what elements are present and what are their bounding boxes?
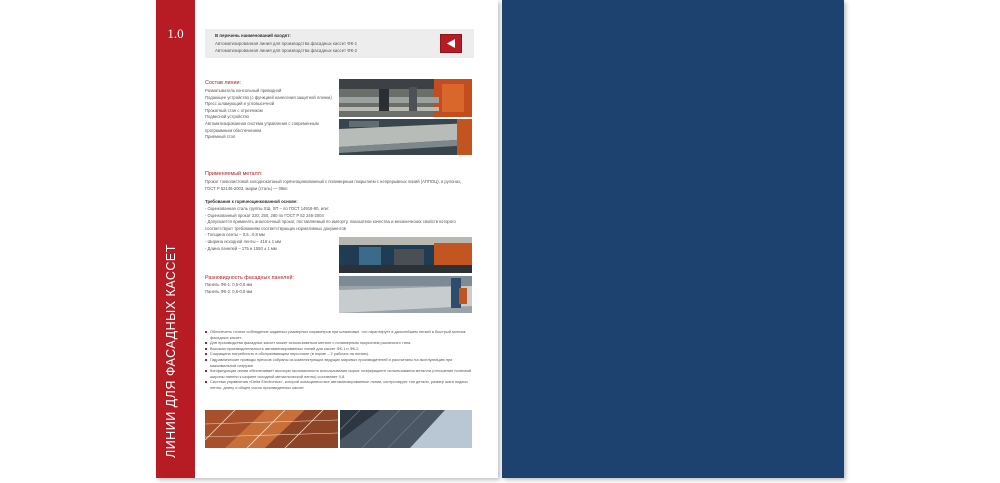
red-side-bar xyxy=(156,0,195,478)
requirements-item: - Ширина исходной ленты – 416 ± 1 мм xyxy=(205,238,282,244)
section-number: 1.0 xyxy=(167,26,184,41)
composition-item: программным обеспечением xyxy=(205,127,262,133)
header-line-1: Автоматизированная линия для производства фасадных кассет ФК-1 xyxy=(215,41,358,46)
metal-heading: Применяемый металл: xyxy=(205,171,263,177)
variety-item: Панель ФК-1: 0,5-0,6 мм xyxy=(205,282,253,287)
triangle-left-icon xyxy=(447,39,455,48)
composition-heading: Состав линии: xyxy=(205,80,242,86)
composition-item: Подающее устройство (с функцией нанесения защитной пленки) xyxy=(205,94,332,100)
left-page xyxy=(156,0,498,478)
advantage-item: Гидравлические приводы прессов собраны из комплектующих ведущих мировых производителей и рассчитаны на эксплуатацию при максимальной нагрузке. xyxy=(205,357,475,368)
requirements-item: - Оцинкованный прокат 220, 250, 280 по ГОСТ Р 52 246-2004 xyxy=(205,212,324,218)
variety-heading: Разновидность фасадных панелей: xyxy=(205,275,294,281)
factory-photo-1 xyxy=(339,79,472,117)
requirements-item: соответствуют требованиям соответствующих нормативных документов xyxy=(205,225,347,231)
factory-photo-4 xyxy=(339,276,472,313)
requirements-heading: Требования к горячеоцинкованной основе: xyxy=(205,199,298,204)
back-button[interactable] xyxy=(440,34,462,53)
composition-item: Подвесной устройство xyxy=(205,114,250,120)
factory-photo-3 xyxy=(339,237,472,273)
advantage-item: Высокая производительность автоматизированных линий для кассет ФК-1 и ФК-2. xyxy=(205,346,475,352)
facade-photo-2 xyxy=(340,410,472,448)
composition-item: Автоматизированная система управления с современным xyxy=(205,120,319,126)
variety-item: Панель ФК-2: 0,6-0,8 мм xyxy=(205,288,253,294)
requirements-item: - Толщина ленты – 0,5...0,8 мм xyxy=(205,232,265,238)
vertical-section-title: ЛИНИИ ДЛЯ ФАСАДНЫХ КАССЕТ xyxy=(164,244,178,458)
right-page xyxy=(502,0,844,478)
header-line-2: Автоматизированная линия для производства фасадных кассет ФК-2 xyxy=(215,48,358,53)
requirements-item: - Длина панелей – 175 и 1550 ± 1 мм xyxy=(205,245,277,251)
factory-photo-2 xyxy=(339,119,472,155)
variety-list xyxy=(205,282,252,295)
metal-text xyxy=(205,179,461,192)
requirements-item: - Оцинкованная сталь группы ХШ, ХП – по ГОСТ 14918-80, или: xyxy=(205,206,330,211)
composition-item: Приемный стол xyxy=(205,134,236,140)
advantage-item: Для производства фасадных кассет может использоваться металл с полимерным покрытием различного типа. xyxy=(205,340,475,346)
header-box xyxy=(205,29,474,58)
composition-item: Разматыватель консольный приводной xyxy=(205,88,282,93)
composition-item: Пресс шламующий и угловысечной xyxy=(205,101,275,107)
advantage-item: Обеспечено точное соблюдение заданных размерных параметров при штамповке, что гарантирует в дальнейшем легкий и быстрый монтаж фасадных кассет. xyxy=(205,329,475,340)
advantage-item: Конфигурация линии обеспечивает высокую экономичность использования сырья: коэффициент использования металла (отношение полезной ширины панели к ширине исходной металлической ленты) составляет 0,8. xyxy=(205,368,475,379)
advantage-item: Система управления «Delta Electronics», которой оснащаются все автоматизированные линии, контролирует тип детали, размер шага подачи ленты, длину и общее число произведенных кассет. xyxy=(205,379,475,390)
facade-photo-1 xyxy=(205,410,338,448)
requirements-item: - Допускается применять аналогичный прокат, поставляемый по импорту, показатели качества и механических свойств которого xyxy=(205,219,456,225)
metal-line: Прокат тонколистовой холоднокатаный горячеоцинкованный с полимерным покрытием с непрерывных линий (АППОЦ), в рулонах, xyxy=(205,179,462,184)
metal-line: ГОСТ Р 52146-2003, марки (сталь) — 08кп. xyxy=(205,185,289,191)
composition-item: Прокатный стан с отрезчиком xyxy=(205,107,263,113)
header-intro: В перечень наименований входят: xyxy=(215,33,291,38)
composition-list xyxy=(205,88,332,141)
advantage-item: Сокращена потребность в обслуживающем персонале (в норме – 2 рабочих на линию). xyxy=(205,351,475,357)
advantages-list xyxy=(205,329,475,391)
